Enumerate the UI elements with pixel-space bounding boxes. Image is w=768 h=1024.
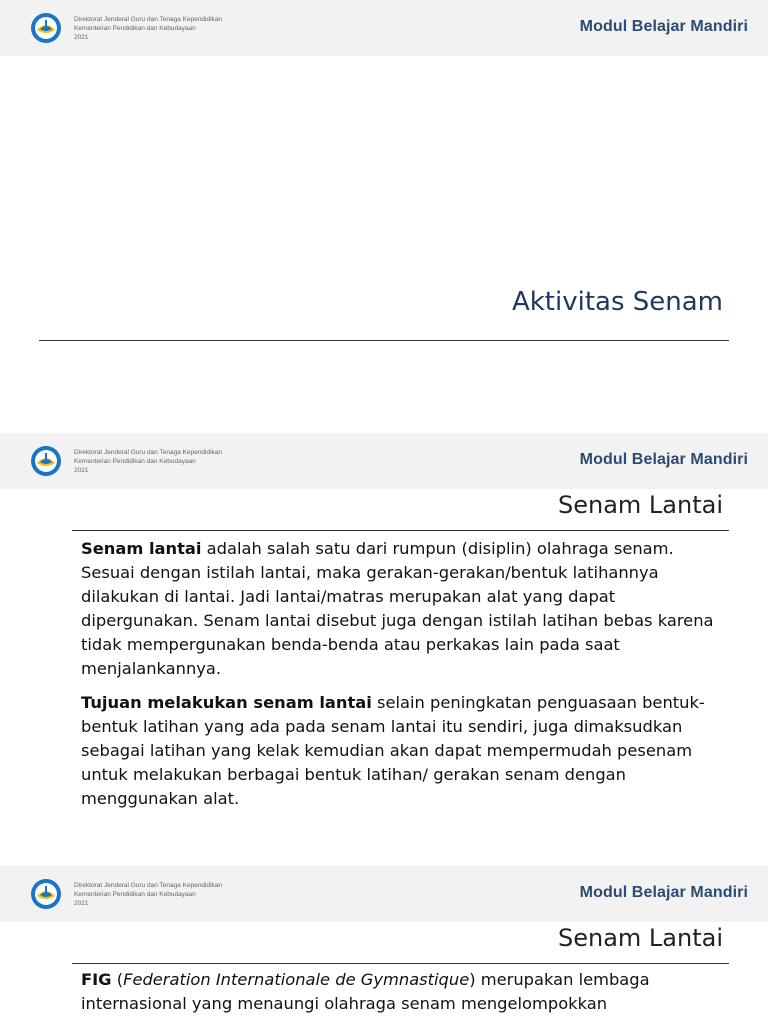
term-bold: FIG (81, 970, 112, 989)
paragraph-purpose (81, 691, 723, 811)
body-text (81, 968, 723, 1024)
tut-wuri-handayani-logo (30, 878, 62, 910)
org-line-3: 2021 (74, 34, 89, 41)
org-line-1: Direktorat Jenderal Guru dan Tenaga Kependidikan (74, 449, 223, 456)
organization-name (74, 881, 222, 908)
divider (72, 530, 729, 531)
tut-wuri-handayani-logo (30, 12, 62, 44)
paragraph-text: selain peningkatan penguasaan bentuk-bentuk latihan yang ada pada senam lantai itu sendiri, juga dimaksudkan sebagai latihan yang kelak kemudian akan dapat mempermudah pesenam untuk melakukan berbagai bentuk latihan/ gerakan senam dengan menggunakan alat. (81, 693, 705, 808)
divider (72, 963, 729, 964)
org-line-2: Kementerian Pendidikan dan Kebudayaan (74, 25, 196, 32)
paragraph-text: adalah salah satu dari rumpun (disiplin) olahraga senam. Sesuai dengan istilah lantai, maka gerakan-gerakan/bentuk latihannya dilakukan di lantai. Jadi lantai/matras merupakan alat yang dapat dipergunakan. Senam lantai disebut juga dengan istilah latihan bebas karena tidak mempergunakan benda-benda atau perkakas lain pada saat menjalankannya. (81, 539, 714, 678)
body-text (81, 537, 723, 821)
slide-title-text: Aktivitas Senam (511, 287, 723, 317)
paren-open: ( (111, 970, 124, 989)
organization-name (74, 15, 222, 42)
section-title: Senam Lantai (558, 491, 723, 519)
org-line-1: Direktorat Jenderal Guru dan Tenaga Kependidikan (74, 16, 223, 23)
term-bold: Tujuan melakukan senam lantai (81, 693, 372, 712)
org-line-2: Kementerian Pendidikan dan Kebudayaan (74, 458, 196, 465)
org-line-3: 2021 (74, 467, 89, 474)
org-line-1: Direktorat Jenderal Guru dan Tenaga Kependidikan (74, 882, 223, 889)
slide-senam-lantai-2 (0, 866, 768, 1024)
brand-title: Modul Belajar Mandiri (579, 451, 748, 468)
slide-title (0, 0, 768, 432)
slide-header (0, 866, 768, 922)
slide-senam-lantai-1 (0, 433, 768, 865)
org-line-2: Kementerian Pendidikan dan Kebudayaan (74, 891, 196, 898)
brand-title: Modul Belajar Mandiri (579, 884, 748, 901)
slide-header (0, 433, 768, 489)
term-bold: Senam lantai (81, 539, 202, 558)
slide-header (0, 0, 768, 56)
brand-title: Modul Belajar Mandiri (579, 18, 748, 35)
section-title: Senam Lantai (558, 924, 723, 952)
term-italic: Federation Internationale de Gymnastique (123, 970, 470, 989)
paragraph-fig (81, 968, 723, 1016)
paragraph-definition (81, 537, 723, 681)
org-line-3: 2021 (74, 900, 89, 907)
divider (39, 340, 729, 341)
paragraph-text: ) merupakan lembaga internasional yang menaungi olahraga senam mengelompokkan (81, 970, 650, 1013)
tut-wuri-handayani-logo (30, 445, 62, 477)
organization-name (74, 448, 222, 475)
